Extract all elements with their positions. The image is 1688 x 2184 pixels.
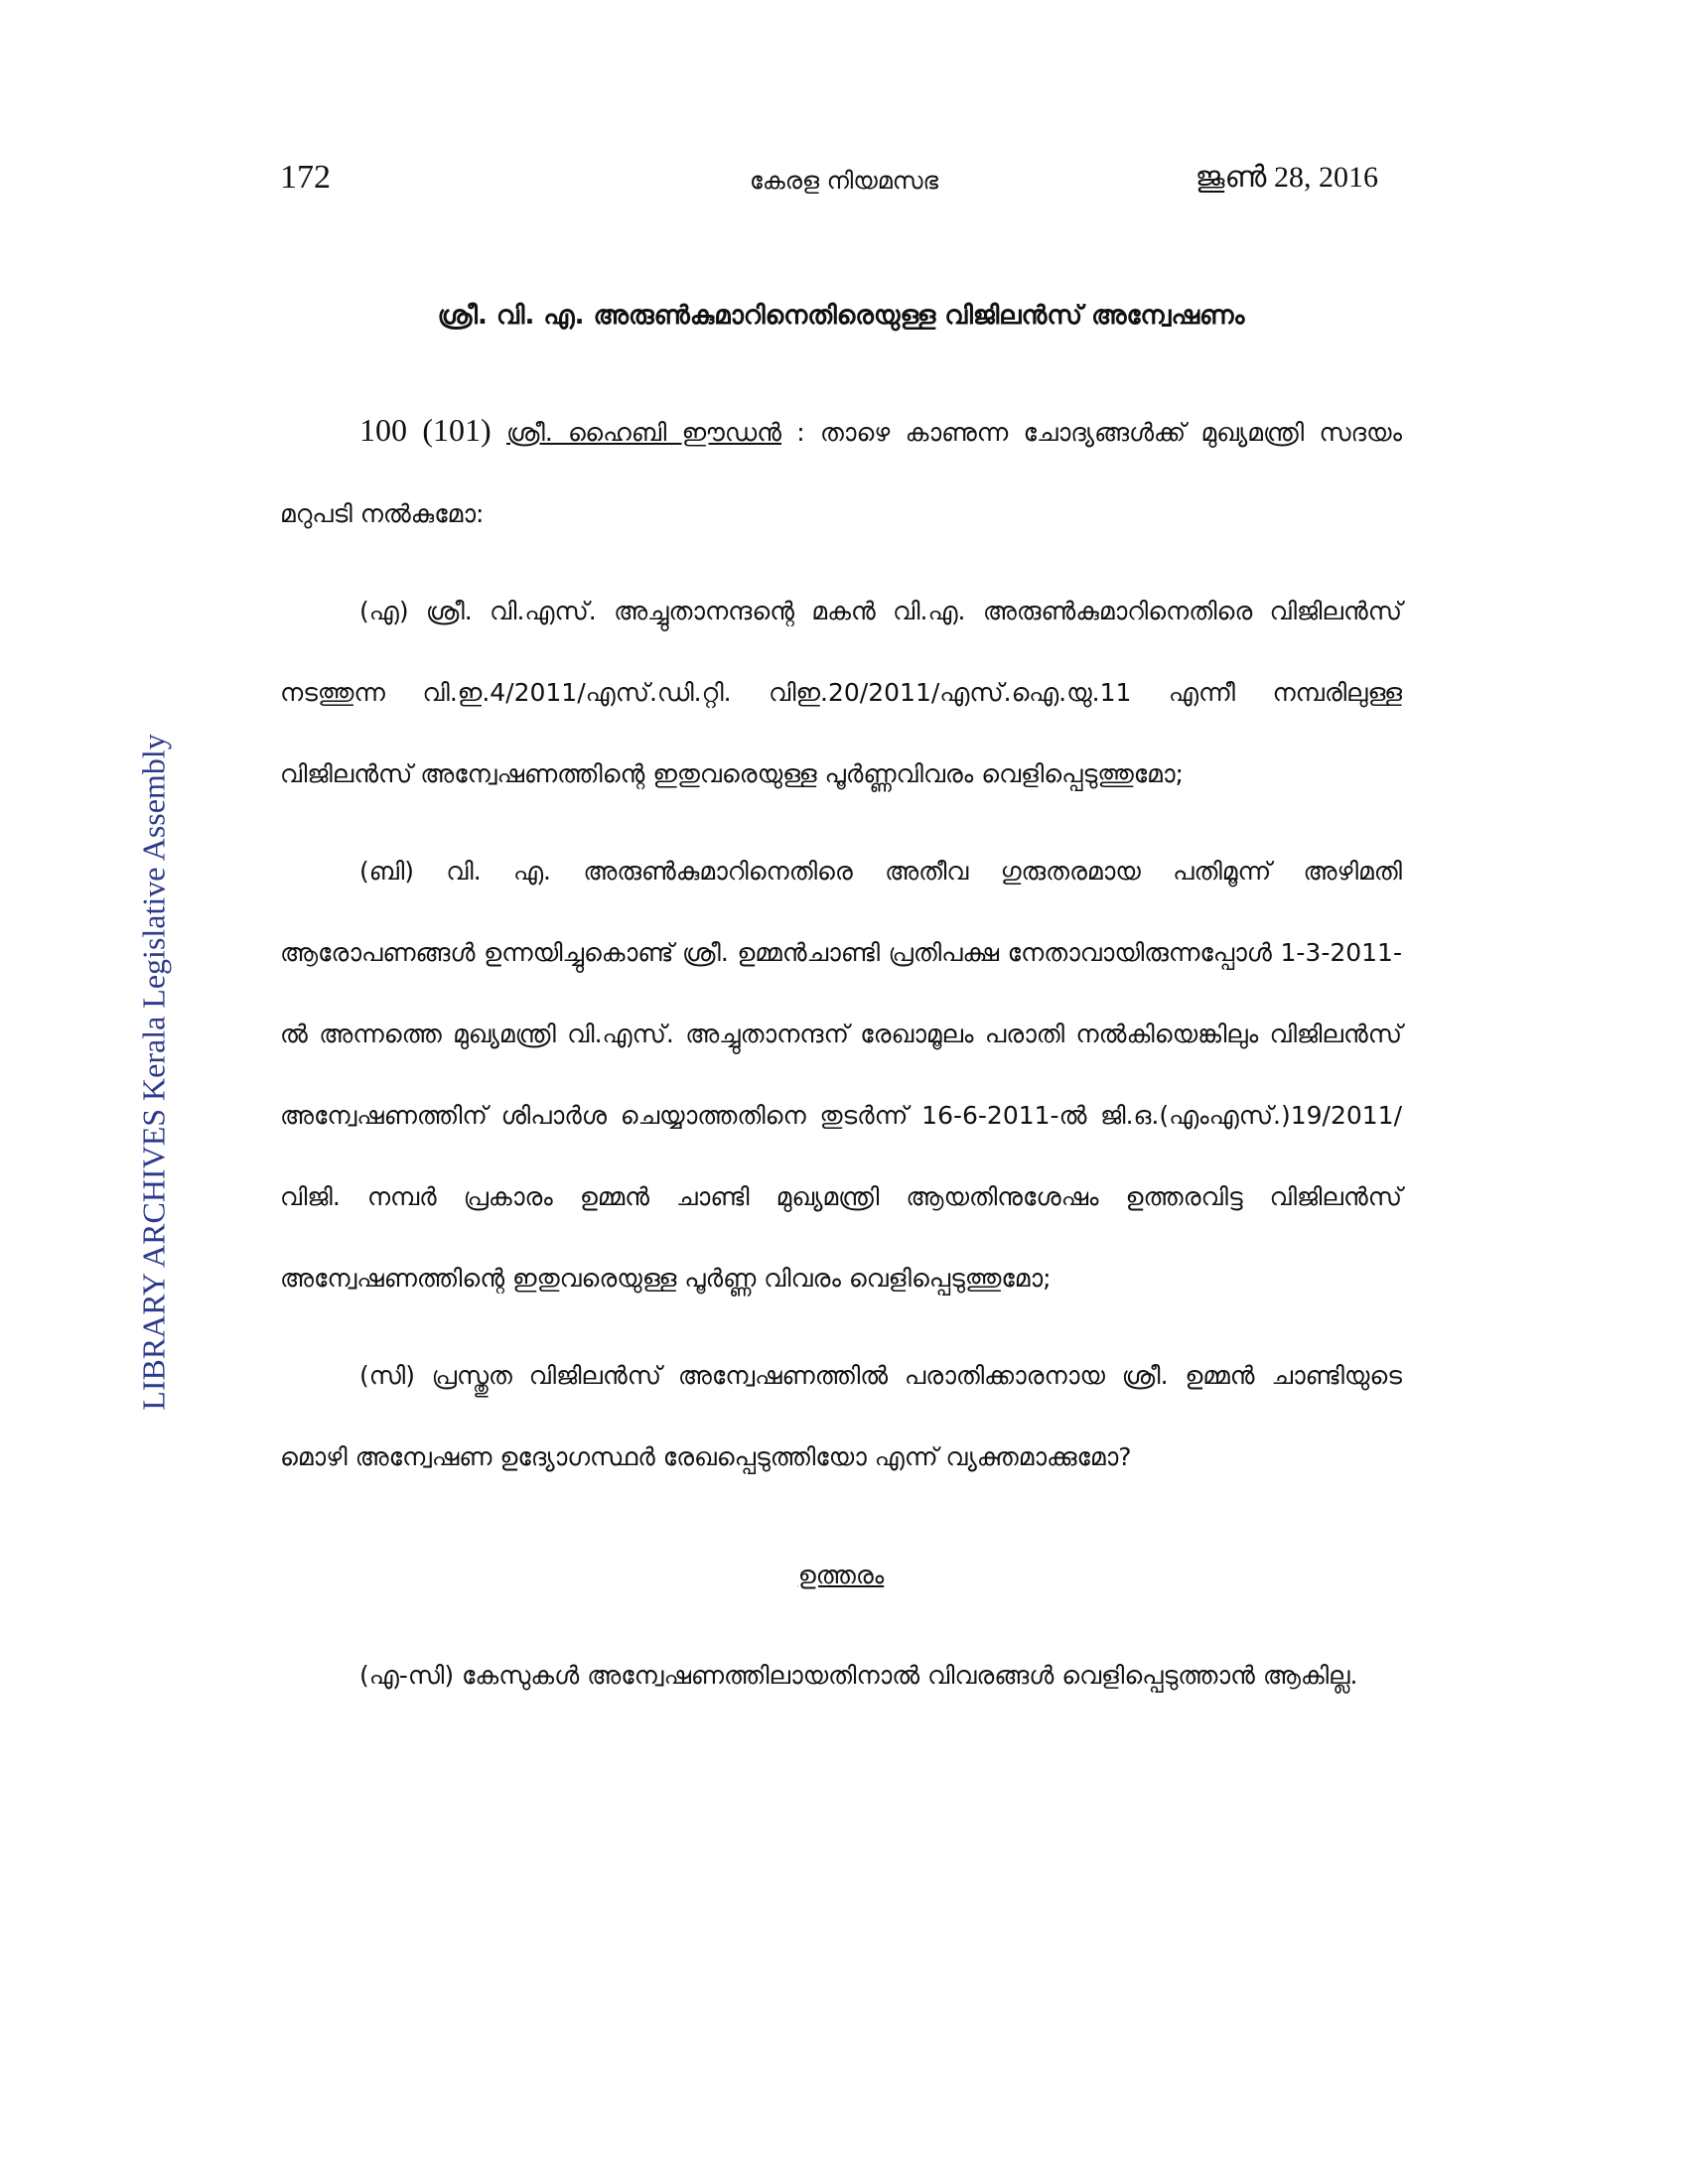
question-part-c: (സി) പ്രസ്തുത വിജിലൻസ് അന്വേഷണത്തിൽ പരാതിക്കാരനായ ശ്രീ. ഉമ്മൻ ചാണ്ടിയുടെ മൊഴി അന്വേഷണ ഉദ്യോഗസ്ഥർ രേഖപ്പെടുത്തിയോ എന്ന് വ്യക്തമാക്കുമോ? xyxy=(280,1361,1402,1471)
question-part-a: (എ) ശ്രീ. വി.എസ്. അച്ചുതാനന്ദന്റെ മകൻ വി.എ. അരുൺകുമാറിനെതിരെ വിജിലൻസ് നടത്തുന്ന വി.ഇ.4/2011/എസ്.ഡി.റ്റി. വിഇ.20/2011/എസ്.ഐ.യു.11 എന്നീ നമ്പരിലുള്ള വിജിലൻസ് അന്വേഷണത്തിന്റെ ഇതുവരെയുള്ള പൂർണ്ണവിവരം വെളിപ്പെടുത്തുമോ; xyxy=(280,597,1402,788)
page-number: 172 xyxy=(280,159,331,196)
question-part-b: (ബി) വി. എ. അരുൺകുമാറിനെതിരെ അതീവ ഗുരുതരമായ പതിമൂന്ന് അഴിമതി ആരോപണങ്ങൾ ഉന്നയിച്ചുകൊണ്ട് ശ്രീ. ഉമ്മൻചാണ്ടി പ്രതിപക്ഷ നേതാവായിരുന്നപ്പോൾ 1-3-2011-ൽ അന്നത്തെ മുഖ്യമന്ത്രി വി.എസ്. അച്ചുതാനന്ദന് രേഖാമൂലം പരാതി നൽകിയെങ്കിലും വിജിലൻസ് അന്വേഷണത്തിന് ശിപാർശ ചെയ്യാത്തതിനെ തുടർന്ന് 16-6-2011-ൽ ജി.ഒ.(എംഎസ്.)19/2011/വിജി. നമ്പർ പ്രകാരം ഉമ്മൻ ചാണ്ടി മുഖ്യമന്ത്രി ആയതിനുശേഷം ഉത്തരവിട്ട വിജിലൻസ് അന്വേഷണത്തിന്റെ ഇതുവരെയുള്ള പൂർണ്ണ വിവരം വെളിപ്പെടുത്തുമോ; xyxy=(280,857,1402,1293)
answer-heading: ഉത്തരം xyxy=(797,1561,885,1589)
archive-watermark: LIBRARY ARCHIVES Kerala Legislative Assembly xyxy=(135,734,172,1411)
question-intro-text: : താഴെ കാണുന്ന ചോദ്യങ്ങൾക്ക് മുഖ്യമന്ത്രി സദയം മറുപടി നൽകുമോ: xyxy=(280,418,1403,528)
question-title: ശ്രീ. വി. എ. അരുൺകുമാറിനെതിരെയുള്ള വിജിലൻസ് അന്വേഷണം xyxy=(437,301,1245,331)
header-date: ജൂൺ 28, 2016 xyxy=(1195,161,1378,194)
answer-text: (എ-സി) കേസുകൾ അന്വേഷണത്തിലായതിനാൽ വിവരങ്ങൾ വെളിപ്പെടുത്താൻ ആകില്ല. xyxy=(359,1661,1358,1690)
question-intro xyxy=(280,389,1402,555)
page-header xyxy=(0,159,1688,218)
running-title: കേരള നിയമസഭ xyxy=(749,167,939,195)
member-name: ശ്രീ. ഹൈബി ഈഡൻ xyxy=(505,418,781,447)
question-number: 100 (101) xyxy=(359,412,492,448)
document-body xyxy=(280,288,1402,1732)
